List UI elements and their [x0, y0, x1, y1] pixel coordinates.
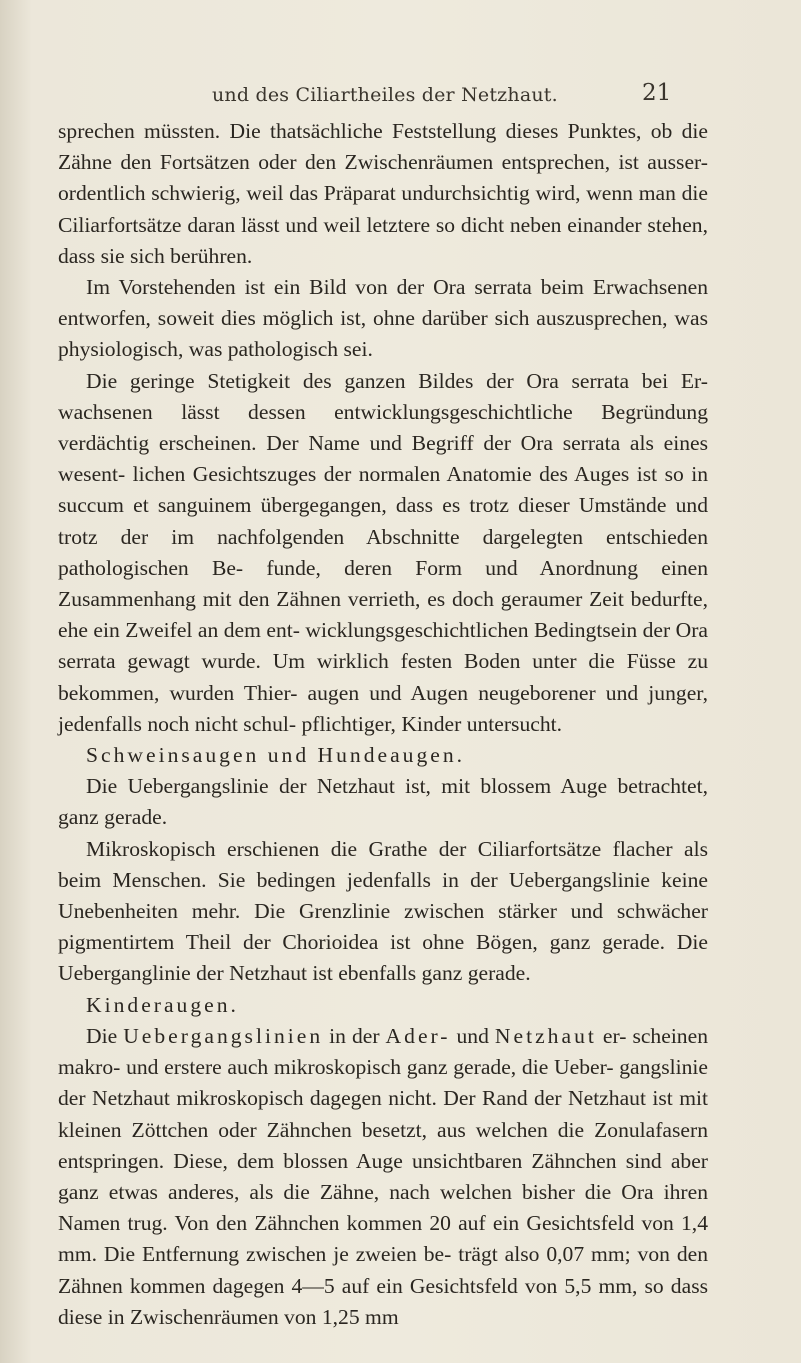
- p6-mid-2: und: [450, 1023, 495, 1048]
- p6-start: Die: [86, 1023, 124, 1048]
- section-heading-kinderaugen: Kinderaugen.: [86, 992, 239, 1017]
- paragraph-5: Mikroskopisch erschienen die Grathe der Ciliarfortsätze flacher als beim Menschen. Sie bedingen jedenfalls in der Uebergangslinie keine Unebenheiten mehr. Die Grenzlinie zwischen stärker und schwächer pigmentirtem Theil der Chorioidea ist ohne Bögen, ganz gerade. Die Ueberganglinie der Netzhaut ist ebenfalls ganz gerade.: [58, 836, 708, 986]
- section-heading-schweinsaugen: Schweinsaugen und Hundeaugen.: [86, 743, 466, 768]
- paragraph-4: Die Uebergangslinie der Netzhaut ist, mit blossem Auge betrachtet, ganz gerade.: [58, 774, 708, 830]
- paragraph-2: Im Vorstehenden ist ein Bild von der Ora serrata beim Erwachsenen entworfen, soweit dies möglich ist, ohne darüber sich auszusprechen, was physiologisch, was pathologisch sei.: [58, 275, 708, 362]
- p6-emphasis-2: Ader-: [385, 1023, 451, 1048]
- p6-mid-1: in der: [323, 1023, 386, 1048]
- p6-emphasis-1: Uebergangslinien: [123, 1023, 324, 1048]
- p6-rest: er- scheinen makro- und erstere auch mikroskopisch ganz gerade, die Ueber- gangslinie der Netzhaut mikroskopisch dagegen nicht. Der Rand der Netzhaut ist mit kleinen Zöttchen oder Zähnchen besetzt, aus welchen die Zonulafasern entspringen. Diese, dem blossen Auge unsichtbaren Zähnchen sind aber ganz etwas anderes, als die Zähne, nach welchen bisher die Ora ihren Namen trug. Von den Zähnchen kommen 20 auf ein Gesichtsfeld von 1,4 mm. Die Entfernung zwischen je zweien be- trägt also 0,07 mm; von den Zähnen kommen dagegen 4—5 auf ein Gesichtsfeld von 5,5 mm, so dass diese in Zwischenräumen von 1,25 mm: [58, 1023, 708, 1329]
- paragraph-1: sprechen müssten. Die thatsächliche Feststellung dieses Punktes, ob die Zähne den Fortsätzen oder den Zwischenräumen entsprechen, ist ausser- ordentlich schwierig, weil das Präparat undurchsichtig wird, wenn man die Ciliarfortsätze daran lässt und weil letztere so dicht neben einander stehen, dass sie sich berühren.: [58, 119, 708, 268]
- paragraph-6: [58, 1021, 708, 1333]
- p6-emphasis-3: Netzhaut: [494, 1023, 597, 1048]
- running-header: und des Ciliartheiles der Netzhaut.: [212, 84, 558, 106]
- body-text: [58, 116, 708, 1333]
- page-number: 21: [642, 80, 672, 106]
- paragraph-3: Die geringe Stetigkeit des ganzen Bildes der Ora serrata bei Er- wachsenen lässt dessen entwicklungsgeschichtliche Begründung verdächtig erscheinen. Der Name und Begriff der Ora serrata als eines wesent- lichen Gesichtszuges der normalen Anatomie des Auges ist so in succum et sanguinem übergegangen, dass es trotz dieser Umstände und trotz der im nachfolgenden Abschnitte dargelegten entschieden pathologischen Be- funde, deren Form und Anordnung einen Zusammenhang mit den Zähnen verrieth, es doch geraumer Zeit bedurfte, ehe ein Zweifel an dem ent- wicklungsgeschichtlichen Bedingtsein der Ora serrata gewagt wurde. Um wirklich festen Boden unter die Füsse zu bekommen, wurden Thier- augen und Augen neugeborener und junger, jedenfalls noch nicht schul- pflichtiger, Kinder untersucht.: [58, 368, 708, 736]
